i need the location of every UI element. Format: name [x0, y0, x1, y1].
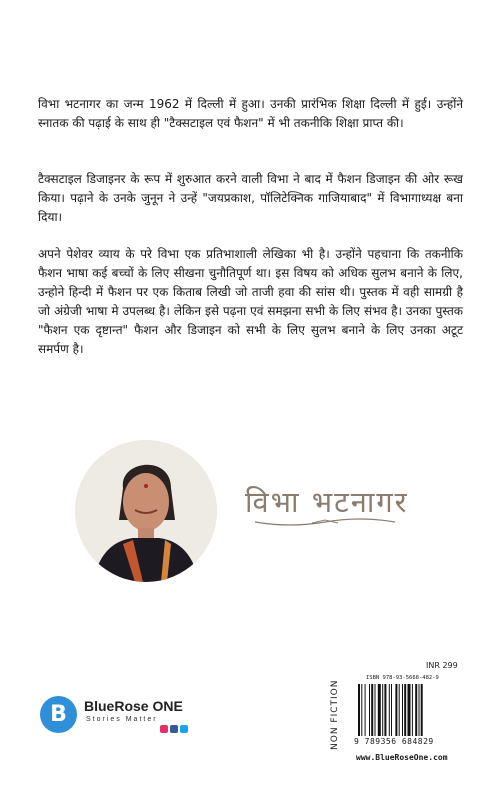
author-photo [75, 440, 217, 582]
bio-paragraph-2: टैक्सटाइल डिजाइनर के रूप में शुरुआत करने वाली विभा ने बाद में फैशन डिजाइन की ओर रूख किया। पढ़ाने के उनके जुनून ने उन्हें "जयप्रकाश, पॉलिटेक्निक गाजियाबाद" में विभागाध्यक्ष बना दिया। [38, 172, 463, 224]
facebook-icon [170, 725, 178, 733]
instagram-icon [160, 725, 168, 733]
social-icons [160, 725, 188, 733]
publisher-logo [40, 696, 240, 741]
barcode-digits: 9 789356 684829 [354, 737, 434, 746]
publisher-name: BlueRose ONE [84, 698, 183, 714]
price-label: INR 299 [426, 661, 458, 670]
publisher-website: www.BlueRoseOne.com [356, 753, 448, 762]
author-name: विभा भटनागर [245, 485, 409, 519]
twitter-icon [180, 725, 188, 733]
bio-paragraph-1: विभा भटनागर का जन्म 1962 में दिल्ली में हुआ। उनकी प्रारंभिक शिक्षा दिल्ली में हुई। उन्होंने स्नातक की पढ़ाई के साथ ही "टैक्सटाइल एवं फैशन" में भी तकनीकि शिक्षा प्राप्त की। [38, 97, 463, 130]
bio-paragraph-3: अपने पेशेवर व्याय के परे विभा एक प्रतिभाशाली लेखिका भी है। उन्होंने पहचाना कि तकनीकि फैशन भाषा कई बच्चों के लिए सीखना चुनौतिपूर्ण था। इस विषय को अधिक सुलभ बनाने के लिए, उन्होने हिन्दी में फैशन पर एक किताब लिखी जो ताजी हवा की सांस थी। पुस्तक में वही सामग्री है जो अंग्रेजी भाषा मे उपलब्ध है। लेकिन इसे पढ़ना एवं समझना सभी के लिए संभव है। उनका पुस्तक "फैशन एक दृष्टान्त" फैशन और डिजाइन को सभी के लिए सुलभ बनाने के लिए उनका अटूट समर्पण है। [38, 247, 463, 356]
publisher-tagline: Stories Matter [86, 716, 158, 723]
isbn-label: ISBN 978-93-5668-482-9 [366, 675, 439, 681]
barcode-icon [358, 684, 446, 736]
isbn-barcode [350, 675, 454, 747]
decorative-flourish [250, 515, 400, 529]
author-portrait-illustration [75, 440, 217, 582]
genre-label: NON FICTION [330, 679, 340, 750]
publisher-logo-letter: B [50, 702, 67, 727]
publisher-logo-mark [40, 696, 77, 733]
